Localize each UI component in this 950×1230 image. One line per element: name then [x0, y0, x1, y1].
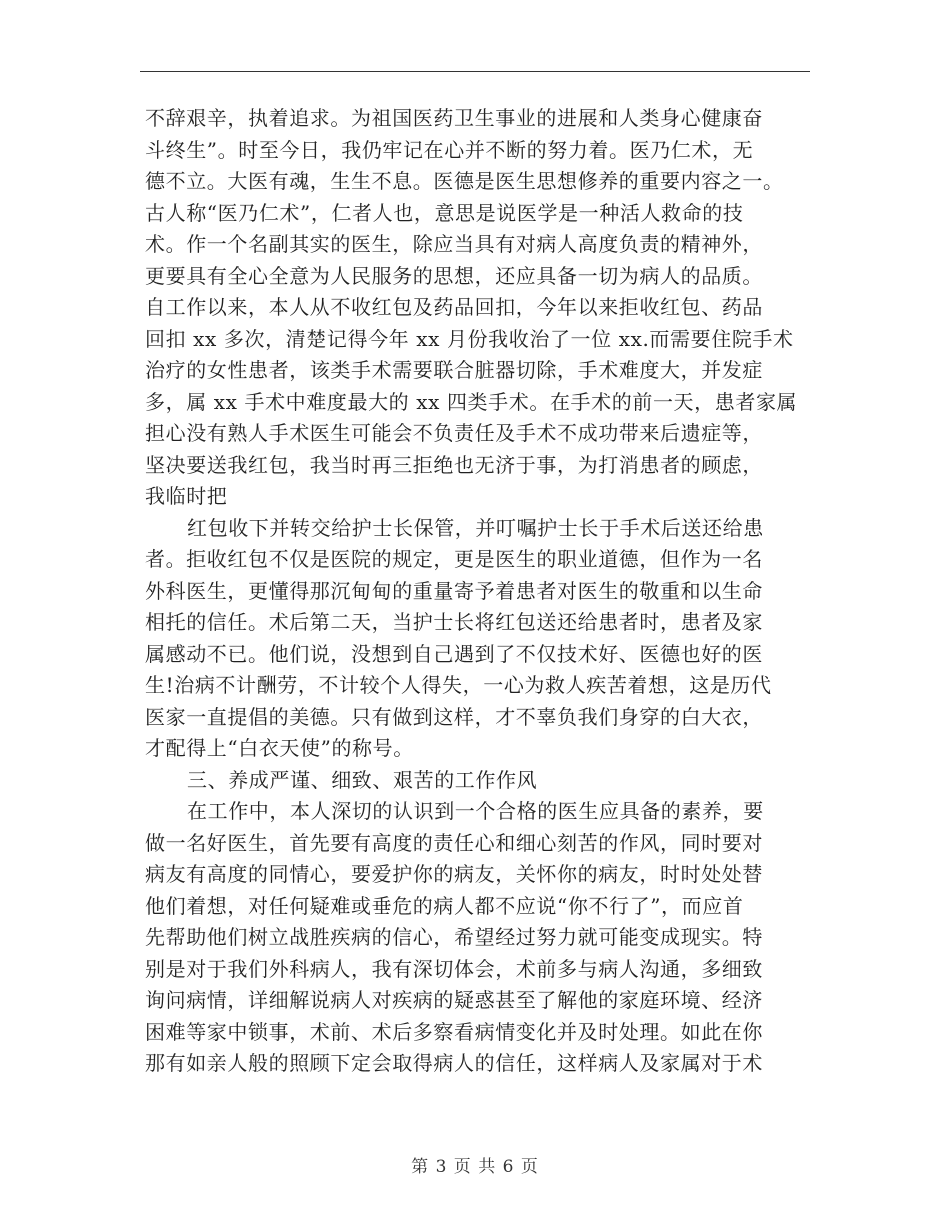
- text-line: 先帮助他们树立战胜疾病的信心，希望经过努力就可能变成现实。特: [145, 925, 763, 949]
- text-line: 担心没有熟人手术医生可能会不负责任及手术不成功带来后遗症等，: [145, 421, 763, 445]
- header-rule: [140, 71, 810, 72]
- text-line: 我临时把: [145, 484, 228, 508]
- document-body: [145, 103, 815, 1080]
- text-line: 者。拒收红包不仅是医院的规定，更是医生的职业道德，但作为一名: [145, 547, 763, 571]
- text-line: 古人称“医乃仁术”，仁者人也，意思是说医学是一种活人救命的技: [145, 200, 744, 225]
- text-line: 多，属 xx 手术中难度最大的 xx 四类手术。在手术的前一天，患者家属: [145, 389, 798, 414]
- text-line: 他们着想，对任何疑难或垂危的病人都不应说“你不行了”，而应首: [145, 893, 744, 918]
- text-line: 那有如亲人般的照顾下定会取得病人的信任，这样病人及家属对于术: [145, 1051, 763, 1075]
- text-line: 坚决要送我红包，我当时再三拒绝也无济于事，为打消患者的顾虑，: [145, 452, 763, 477]
- text-line: 斗终生”。时至今日，我仍牢记在心并不断的努力着。医乃仁术，无: [145, 137, 754, 162]
- text-line: 德不立。大医有魂，生生不息。医德是医生思想修养的重要内容之一。: [145, 169, 784, 193]
- text-line: 更要具有全心全意为人民服务的思想，还应具备一切为病人的品质。: [145, 263, 763, 288]
- text-line: 病友有高度的同情心，要爱护你的病友，关怀你的病友，时时处处替: [145, 862, 763, 886]
- text-line: 相托的信任。术后第二天，当护士长将红包送还给患者时，患者及家: [145, 610, 763, 634]
- text-line: 询问病情，详细解说病人对疾病的疑惑甚至了解他的家庭环境、经济: [145, 988, 763, 1012]
- text-line: 医家一直提倡的美德。只有做到这样，才不辜负我们身穿的白大衣，: [145, 704, 763, 729]
- text-line: 属感动不已。他们说，没想到自己遇到了不仅技术好、医德也好的医: [145, 641, 763, 666]
- text-line: 外科医生，更懂得那沉甸甸的重量寄予着患者对医生的敬重和以生命: [145, 578, 763, 603]
- page-footer: 第 3 页 共 6 页: [411, 1157, 539, 1177]
- text-line: 三、养成严谨、细致、艰苦的工作作风: [187, 767, 538, 792]
- text-line: 不辞艰辛，执着追求。为祖国医药卫生事业的进展和人类身心健康奋: [145, 106, 763, 130]
- text-line: 自工作以来，本人从不收红包及药品回扣，今年以来拒收红包、药品: [145, 295, 763, 319]
- text-line: 生!治病不计酬劳，不计较个人得失，一心为救人疾苦着想，这是历代: [145, 673, 772, 697]
- text-line: 做一名好医生，首先要有高度的责任心和细心刻苦的作风，同时要对: [145, 830, 763, 855]
- text-line: 在工作中，本人深切的认识到一个合格的医生应具备的素养，要: [187, 799, 764, 823]
- text-line: 才配得上“白衣天使”的称号。: [145, 736, 414, 760]
- text-line: 别是对于我们外科病人，我有深切体会，术前多与病人沟通，多细致: [145, 956, 763, 981]
- text-line: 回扣 xx 多次，清楚记得今年 xx 月份我收治了一位 xx.而需要住院手术: [145, 326, 794, 351]
- text-line: 术。作一个名副其实的医生，除应当具有对病人高度负责的精神外，: [145, 232, 763, 256]
- text-line: 困难等家中锁事，术前、术后多察看病情变化并及时处理。如此在你: [145, 1019, 763, 1044]
- text-line: 治疗的女性患者，该类手术需要联合脏器切除，手术难度大，并发症: [145, 358, 763, 382]
- text-line: 红包收下并转交给护士长保管，并叮嘱护士长于手术后送还给患: [187, 515, 764, 540]
